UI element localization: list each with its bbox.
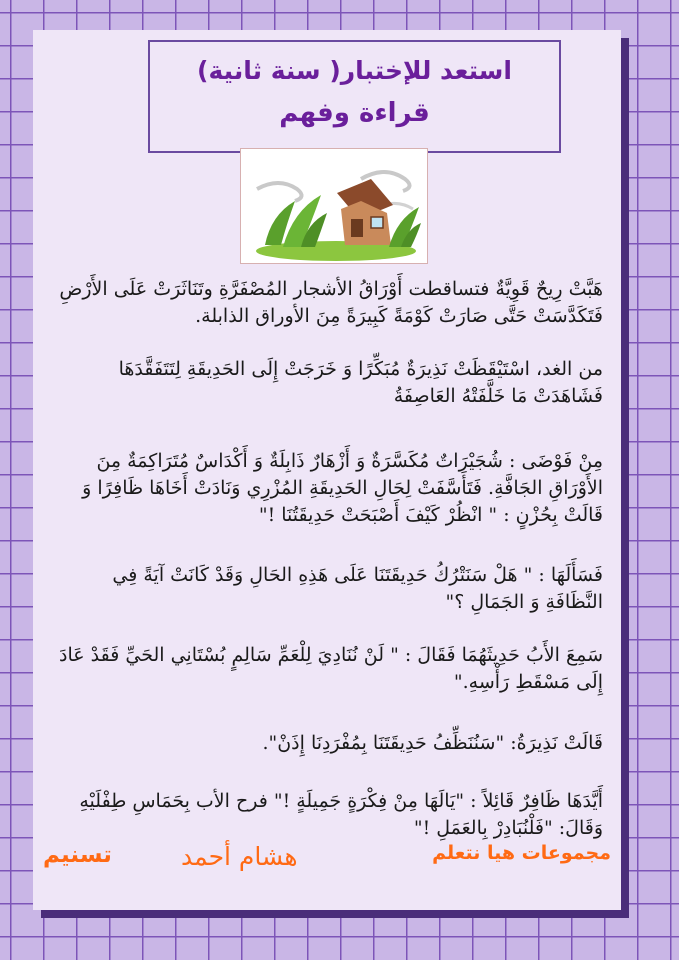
story-paragraph-7: أَيَّدَهَا ظَافِرٌ قَائِلاً : "يَالَهَا مِنْ فِكْرَةٍ جَمِيلَةٍ !" فرح الأب بِحَمَاسِ طِفْلَيْهِ وَقَالَ: "فَلْنُبَادِرْ بِالعَمَلِ !" [79,790,603,839]
story-paragraph-3: مِنْ فَوْضَى : شُجَيْرَاتٌ مُكَسَّرَةٌ وَ أَزْهَارٌ ذَابِلَةٌ وَ أَكْدَاسٌ مُتَرَاكِمَةٌ مِنَ الأَوْرَاقِ الجَافَّةِ. فَتَأَسَّفَتْ لِحَالِ الحَدِيقَةِ المُزْرِي وَنَادَتْ أَخَاهَا ظَافِرًا وَ قَالَتْ بِحُزْنٍ : " انْظُرْ كَيْفَ أَصْبَحَتْ حَدِيقَتُنَا !" [82,450,603,526]
footer-author: هشام أحمد [181,842,298,871]
story-paragraph-2: من الغد، اسْتَيْقَظَتْ نَذِيرَةٌ مُبَكِّرًا وَ خَرَجَتْ إِلَى الحَدِيقَةِ لِتَتَفَقَّدَهَا فَشَاهَدَتْ مَا خَلَّفَتْهُ العَاصِفَةُ [118,358,603,407]
story-paragraph-6: قَالَتْ نَذِيرَةُ: "سَنُنَظِّفُ حَدِيقَتَنَا بِمُفْرَدِنَا إِذَنْ". [262,732,603,754]
footer-group-name: مجموعات هيا نتعلم [432,842,611,864]
title-box [148,40,561,153]
story-paragraph-4: فَسَأَلَهَا : " هَلْ سَنَتْرُكُ حَدِيقَتَنَا عَلَى هَذِهِ الحَالِ وَقَدْ كَانَتْ آيَةً فِي النَّظَافَةِ وَ الجَمَالِ ؟" [112,564,603,613]
story-paragraph-5: سَمِعَ الأَبُ حَدِيثَهُمَا فَقَالَ : " لَنْ نُنَادِيَ لِلْعَمِّ سَالِمٍ بُسْتَانِي الحَيِّ فَقَدْ عَادَ إِلَى مَسْقَطِ رَأْسِهِ." [59,644,603,693]
story-paragraph-1: هَبَّتْ رِيحٌ قَوِيَّةٌ فتساقطت أَوْرَاقُ الأشجار المُصْفَرَّةِ وتَنَاثَرَتْ عَلَى الأَرْضِ فَتَكَدَّسَتْ حَتَّى صَارَتْ كَوْمَةً كَبِيرَةً مِنَ الأوراق الذابلة. [59,278,603,327]
windy-house-illustration [240,148,428,264]
page-subtitle: قراءة وفهم [279,98,430,128]
page-title: استعد للإختبار( سنة ثانية) [197,56,512,85]
footer-credit: تسنيم [43,842,112,868]
worksheet-page [33,30,621,910]
